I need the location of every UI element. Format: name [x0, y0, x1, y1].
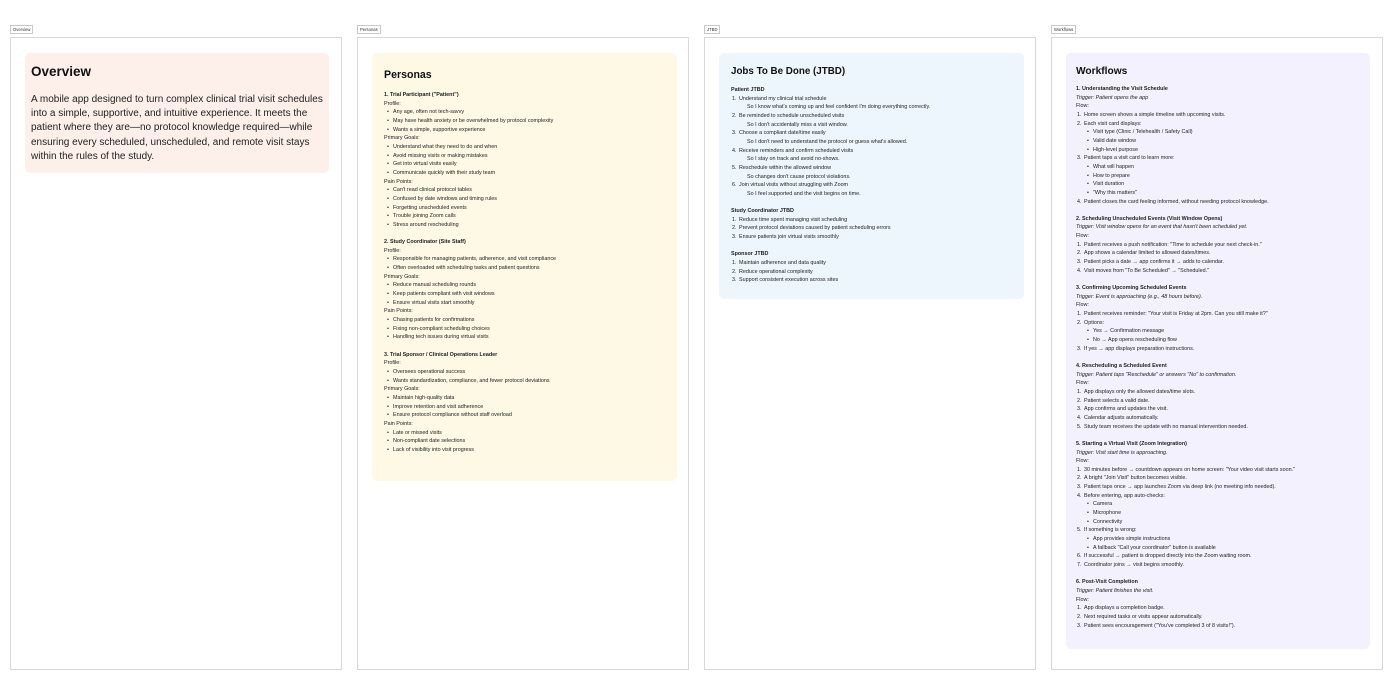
- list-item: 3. Patient taps once → app launches Zoom via deep link (no meeting info needed).: [1077, 484, 1276, 491]
- workflow-heading: 3. Confirming Upcoming Scheduled Events: [1076, 285, 1187, 292]
- workflow-trigger: Trigger: Event is approaching (e.g., 48 hours before).: [1076, 293, 1203, 300]
- list-item: • Handling tech issues during virtual visits: [384, 333, 665, 342]
- section-label: Pain Points:: [384, 178, 413, 185]
- list-item: • Understand what they need to do and when: [384, 143, 665, 152]
- numbered-list: [1076, 604, 1360, 630]
- workflow-heading: 2. Scheduling Unscheduled Events (Visit Window Opens): [1076, 215, 1223, 222]
- personas-content: [384, 91, 665, 455]
- list-item: • Oversees operational success: [384, 368, 665, 377]
- list-item: • Fixing non-compliant scheduling choices: [384, 325, 665, 334]
- bullet-list: [384, 394, 665, 420]
- list-item: 1. Understand my clinical trial schedule So I know what's coming up and feel confident I'm doing everything correctly.: [732, 95, 931, 111]
- list-item: • Chasing patients for confirmations: [384, 316, 665, 325]
- numbered-list: [731, 259, 1012, 285]
- list-item: • Any age, often not tech-savvy: [384, 108, 665, 117]
- jtbd-title: Jobs To Be Done (JTBD): [731, 66, 846, 77]
- list-item: 1. Reduce time spent managing visit scheduling: [732, 216, 848, 223]
- bullet-list: [384, 143, 665, 178]
- persona-heading: 2. Study Coordinator (Site Staff): [384, 239, 466, 246]
- list-item: 6. Join virtual visits without struggling with Zoom So I feel supported and the visit begins on time.: [732, 182, 861, 197]
- workflows-title: Workflows: [1076, 66, 1128, 77]
- list-item: 1. App displays only the allowed dates/time slots.: [1077, 388, 1196, 395]
- list-item: • "Why this matters": [1076, 189, 1360, 198]
- list-item: 3. If yes → app displays preparation instructions.: [1077, 345, 1195, 352]
- workflow-trigger: Trigger: Patient opens the app: [1076, 94, 1149, 101]
- list-item: • Connectivity: [1076, 518, 1360, 527]
- list-item: 2. A bright "Join Visit" button becomes visible.: [1077, 475, 1187, 482]
- jtbd-card[interactable]: [719, 53, 1024, 299]
- workflow-heading: 1. Understanding the Visit Schedule: [1076, 86, 1168, 92]
- frame-tab-jtbd[interactable]: JTBD: [704, 25, 720, 34]
- list-item: • Responsible for managing patients, adherence, and visit compliance: [384, 255, 665, 264]
- bullet-list: [384, 186, 665, 229]
- workflows-card[interactable]: [1066, 53, 1370, 649]
- list-item: • Late or missed visits: [384, 429, 665, 438]
- flow-label: Flow:: [1076, 103, 1089, 110]
- list-item: 4. Before entering, app auto-checks:: [1077, 492, 1165, 499]
- section-label: Profile:: [384, 360, 401, 367]
- persona-heading: 1. Trial Participant ("Patient"): [384, 92, 459, 98]
- numbered-list: [731, 95, 1012, 199]
- personas-card[interactable]: [372, 53, 677, 481]
- flow-label: Flow:: [1076, 233, 1089, 240]
- list-item: 5. Study team receives the update with no manual intervention needed.: [1077, 423, 1248, 430]
- list-item: 6. If successful → patient is dropped directly into the Zoom waiting room.: [1077, 553, 1252, 560]
- bullet-list: [384, 316, 665, 342]
- list-item: 2. Reduce operational complexity: [732, 268, 813, 275]
- list-item: • How to prepare: [1076, 172, 1360, 181]
- list-item: • Stress around rescheduling: [384, 221, 665, 230]
- list-item: 1. Patient receives reminder: "Your visit is Friday at 2pm. Can you still make it?": [1077, 311, 1268, 318]
- list-item: • A fallback "Call your coordinator" button is available: [1076, 544, 1360, 553]
- list-item: • Communicate quickly with their study team: [384, 169, 665, 178]
- list-item: • Confused by date windows and timing rules: [384, 195, 665, 204]
- numbered-list: [1076, 310, 1360, 353]
- list-item: • Camera: [1076, 500, 1360, 509]
- bullet-list: [384, 255, 665, 272]
- list-item: 3. App confirms and updates the visit.: [1077, 406, 1168, 413]
- bullet-list: [384, 368, 665, 385]
- list-item: • Visit type (Clinic / Telehealth / Safety Call): [1076, 128, 1360, 137]
- persona-heading: 3. Trial Sponsor / Clinical Operations Leader: [384, 351, 498, 358]
- list-item: • Trouble joining Zoom calls: [384, 212, 665, 221]
- flow-label: Flow:: [1076, 302, 1089, 309]
- list-item: 2. Next required tasks or visits appear automatically.: [1077, 613, 1203, 620]
- list-item: 3. Patient picks a date → app confirms it → adds to calendar.: [1077, 259, 1224, 266]
- list-item: • Reduce manual scheduling rounds: [384, 281, 665, 290]
- frame-jtbd[interactable]: [704, 37, 1036, 670]
- list-item: • Keep patients compliant with visit windows: [384, 290, 665, 299]
- jtbd-section-heading: Study Coordinator JTBD: [731, 208, 794, 215]
- numbered-list: [731, 216, 1012, 242]
- jtbd-section-heading: Patient JTBD: [731, 87, 765, 93]
- list-item: 1. 30 minutes before → countdown appears on home screen: "Your video visit starts soon.": [1077, 466, 1295, 473]
- list-item: 2. Options:: [1077, 319, 1105, 326]
- list-item: 2. App shows a calendar limited to allowed dates/times.: [1077, 250, 1211, 257]
- list-item: • Can't read clinical protocol tables: [384, 186, 665, 195]
- list-item: • Wants a simple, supportive experience: [384, 126, 665, 135]
- list-item: • Non-compliant date selections: [384, 437, 665, 446]
- overview-body: A mobile app designed to turn complex clinical trial visit schedules into a simple, supportive, and intuitive experience. It meets the patient where they are—no protocol knowledge required—while ensuring every scheduled, unscheduled, and remote visit stays within the rules of the study.: [31, 94, 323, 162]
- workflow-trigger: Trigger: Patient finishes the visit.: [1076, 587, 1154, 594]
- list-item: 3. Choose a compliant date/time easily So I don't need to understand the protocol or guess what's allowed.: [732, 130, 908, 145]
- frame-overview[interactable]: [10, 37, 342, 670]
- frame-personas[interactable]: [357, 37, 689, 670]
- section-label: Pain Points:: [384, 420, 413, 427]
- numbered-list: [1076, 111, 1360, 206]
- numbered-list: [1076, 466, 1360, 570]
- list-item: • Ensure virtual visits start smoothly: [384, 299, 665, 308]
- list-item: • May have health anxiety or be overwhelmed by protocol complexity: [384, 117, 665, 126]
- list-item: • High-level purpose: [1076, 146, 1360, 155]
- bullet-list: [384, 108, 665, 134]
- jtbd-content: [731, 86, 1012, 285]
- list-item: 2. Each visit card displays:: [1077, 120, 1142, 127]
- numbered-list: [1076, 241, 1360, 276]
- bullet-list: [384, 281, 665, 307]
- jtbd-section-heading: Sponsor JTBD: [731, 251, 769, 258]
- list-item: • Get into virtual visits easily: [384, 160, 665, 169]
- list-item: • Visit duration: [1076, 180, 1360, 189]
- list-item: 2. Be reminded to schedule unscheduled visits So I don't accidentally miss a visit window.: [732, 112, 848, 128]
- list-item: • Lack of visibility into visit progress: [384, 446, 665, 455]
- list-item: 1. Home screen shows a simple timeline with upcoming visits.: [1077, 111, 1226, 118]
- workflow-heading: 5. Starting a Virtual Visit (Zoom Integration): [1076, 440, 1187, 447]
- list-item: 4. Receive reminders and confirm scheduled visits So I stay on track and avoid no-shows.: [732, 147, 854, 163]
- list-item: 5. Reschedule within the allowed window So changes don't cause protocol violations.: [732, 164, 851, 180]
- list-item: • Microphone: [1076, 509, 1360, 518]
- list-item: • Forgetting unscheduled events: [384, 204, 665, 213]
- list-item: 4. Visit moves from "To Be Scheduled" → "Scheduled.": [1077, 267, 1210, 274]
- flow-label: Flow:: [1076, 380, 1089, 387]
- list-item: • Valid date window: [1076, 137, 1360, 146]
- list-item: • Maintain high-quality data: [384, 394, 665, 403]
- list-item: • Ensure protocol compliance without staff overload: [384, 411, 665, 420]
- flow-label: Flow:: [1076, 458, 1089, 465]
- list-item: • Yes → Confirmation message: [1076, 327, 1360, 336]
- flow-label: Flow:: [1076, 596, 1089, 603]
- list-item: • Often overloaded with scheduling tasks and patient questions: [384, 264, 665, 273]
- list-item: • No → App opens rescheduling flow: [1076, 336, 1360, 345]
- list-item: 2. Prevent protocol deviations caused by patient scheduling errors: [732, 225, 891, 232]
- overview-title: Overview: [31, 64, 92, 79]
- section-label: Primary Goals:: [384, 386, 420, 393]
- section-label: Primary Goals:: [384, 273, 420, 280]
- workflows-content: [1076, 85, 1360, 630]
- list-item: 2. Patient selects a valid date.: [1077, 397, 1150, 404]
- frame-tab-workflows[interactable]: Workflows: [1051, 25, 1076, 34]
- list-item: 3. Patient taps a visit card to learn more:: [1077, 155, 1175, 162]
- list-item: 4. Calendar adjusts automatically.: [1077, 414, 1159, 421]
- list-item: 5. If something is wrong:: [1077, 527, 1137, 534]
- workflow-trigger: Trigger: Visit start time is approaching.: [1076, 449, 1168, 456]
- list-item: 4. Patient closes the card feeling informed, without needing protocol knowledge.: [1077, 198, 1269, 205]
- workflow-heading: 6. Post-Visit Completion: [1076, 579, 1138, 586]
- frame-tab-overview[interactable]: Overview: [10, 25, 33, 34]
- list-item: 1. Patient receives a push notification: "Time to schedule your next check-in.": [1077, 241, 1262, 248]
- workflow-heading: 4. Rescheduling a Scheduled Event: [1076, 362, 1167, 369]
- personas-title: Personas: [384, 69, 432, 81]
- workflow-trigger: Trigger: Visit window opens for an event that hasn't been scheduled yet.: [1076, 224, 1248, 231]
- bullet-list: [384, 429, 665, 455]
- section-label: Profile:: [384, 247, 401, 254]
- section-label: Primary Goals:: [384, 135, 420, 142]
- list-item: • Avoid missing visits or making mistakes: [384, 152, 665, 161]
- list-item: 3. Patient sees encouragement ("You've completed 3 of 8 visits!").: [1077, 622, 1236, 629]
- list-item: • App provides simple instructions: [1076, 535, 1360, 544]
- frame-tab-personas[interactable]: Personas: [357, 25, 381, 34]
- list-item: 7. Coordinator joins → visit begins smoothly.: [1077, 562, 1184, 569]
- list-item: • Improve retention and visit adherence: [384, 403, 665, 412]
- list-item: 3. Support consistent execution across sites: [732, 277, 839, 284]
- section-label: Profile:: [384, 100, 401, 107]
- list-item: 1. App displays a completion badge.: [1077, 605, 1165, 612]
- list-item: • What will happen: [1076, 163, 1360, 172]
- list-item: 3. Ensure patients join virtual visits smoothly: [732, 234, 839, 241]
- overview-card[interactable]: [25, 53, 329, 173]
- workflow-trigger: Trigger: Patient taps "Reschedule" or answers "No" to confirmation.: [1076, 371, 1237, 378]
- section-label: Pain Points:: [384, 308, 413, 315]
- frame-workflows[interactable]: [1051, 37, 1383, 670]
- numbered-list: [1076, 388, 1360, 431]
- list-item: 1. Maintain adherence and data quality: [732, 260, 826, 267]
- list-item: • Wants standardization, compliance, and fewer protocol deviations: [384, 377, 665, 386]
